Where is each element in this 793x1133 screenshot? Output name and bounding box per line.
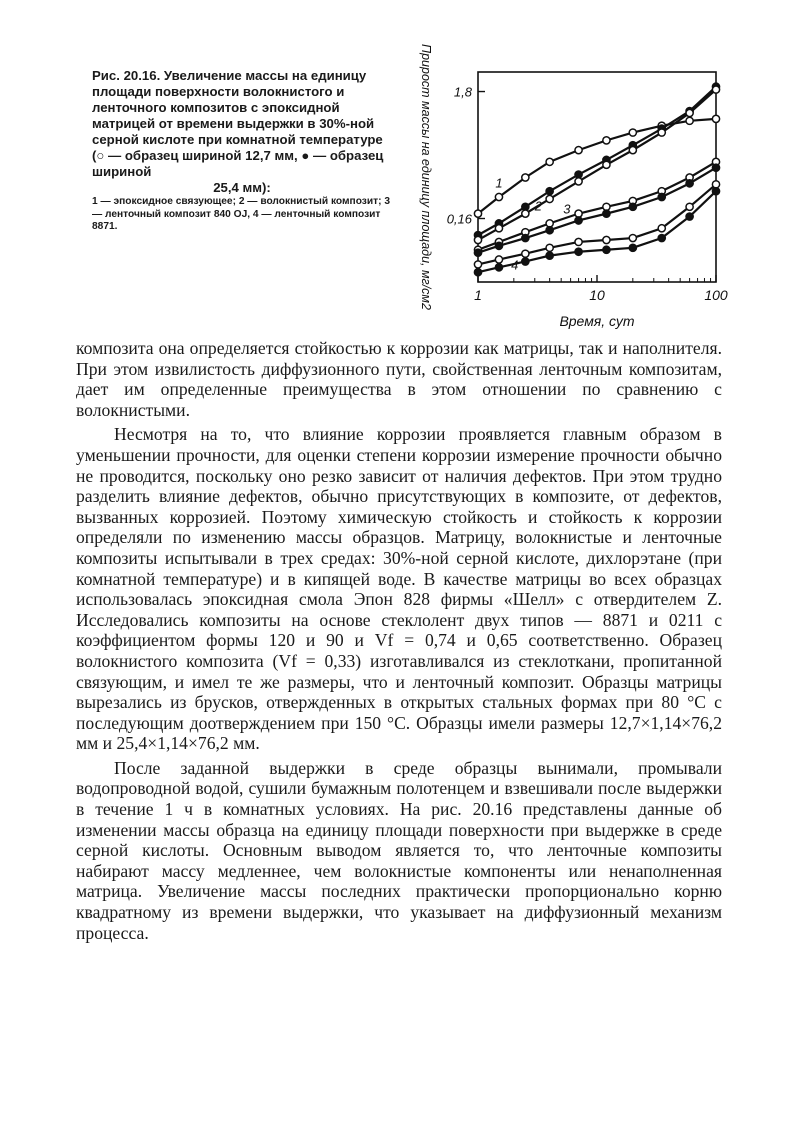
curve-label: 1	[495, 175, 503, 191]
data-point	[629, 234, 636, 241]
data-point	[603, 161, 610, 168]
data-point	[495, 264, 502, 271]
y-tick-label: 0,16	[446, 211, 472, 227]
data-point	[522, 234, 529, 241]
data-point	[686, 203, 693, 210]
data-point	[603, 210, 610, 217]
data-point	[712, 86, 719, 93]
data-point	[686, 180, 693, 187]
data-point	[546, 252, 553, 259]
paragraph-1: композита она определяется стойкостью к коррозии как матрицы, так и наполнителя. При этом извилистость диффузионного пути, свойственная ленточным композитам, дает им определенные преимущества в этом отношении по сравнению с волокнистыми.	[76, 338, 722, 420]
curve-label: 2	[534, 198, 543, 214]
data-point	[712, 115, 719, 122]
x-axis-label: Время, сут	[559, 313, 635, 329]
data-point	[658, 225, 665, 232]
body-text	[76, 338, 722, 943]
data-point	[474, 249, 481, 256]
data-point	[546, 227, 553, 234]
series-line	[478, 119, 716, 214]
data-point	[546, 158, 553, 165]
x-tick-label: 10	[589, 287, 605, 303]
data-point	[686, 109, 693, 116]
curve-label: 3	[563, 201, 571, 217]
data-point	[546, 244, 553, 251]
data-point	[546, 188, 553, 195]
data-point	[658, 234, 665, 241]
caption-title: Рис. 20.16. Увеличение массы на единицу площади поверхности волокнистого и ленточного композитов с эпоксидной матрицей от времени выдержки в 30%-ной серной кислоте при комнатной температуре (○ — образец шириной 12,7 мм, ● — образец шириной	[92, 68, 384, 179]
data-point	[575, 147, 582, 154]
data-point	[495, 242, 502, 249]
caption-legend: 1 — эпоксидное связующее; 2 — волокнистый композит; 3 — ленточный композит 840 OJ, 4 — ленточный композит 8871.	[92, 196, 390, 232]
figure	[392, 44, 732, 334]
data-point	[686, 117, 693, 124]
data-point	[603, 246, 610, 253]
paragraph-2: Несмотря на то, что влияние коррозии проявляется главным образом в уменьшении прочности, для оценки степени коррозии измерение прочности обычно не проводится, поскольку оно резко зависит от наличия дефектов. При этом трудно разделить влияние дефектов, обычно присутствующих в композите, от дефектов, вызванных коррозией. Поэтому химическую стойкость и стойкость к коррозии определяли по изменению массы образцов. Матрицу, волокнистые и ленточные композиты испытывали в трех средах: 30%-ной серной кислоте, дихлорэтане (при комнатной температуре) и в кипящей воде. В качестве матрицы во всех образцах использовалась эпоксидная смола Эпон 828 фирмы «Шелл» с отвердителем Z. Исследовались композиты на основе стеклолент двух типов — 8871 и 0211 с коэффициентом формы 120 и 90 и Vf = 0,74 и 0,65 соответственно. Образец волокнистого композита (Vf = 0,33) изготавливался из стеклоткани, пропитанной связующим, и имел те же размеры, что и ленточный композит. Образцы матрицы вырезались из брусков, отвержденных в открытых стальных формах при 80 °C с последующим доотверждением при 150 °C. Образцы имели размеры 12,7×1,14×76,2 мм и 25,4×1,14×76,2 мм.	[76, 424, 722, 754]
caption-title-end: 25,4 мм):	[213, 180, 271, 195]
data-point	[603, 236, 610, 243]
data-point	[629, 203, 636, 210]
paragraph-3: После заданной выдержки в среде образцы вынимали, промывали водопроводной водой, сушили бумажным полотенцем и взвешивали после выдержки в течение 1 ч в комнатных условиях. На рис. 20.16 представлены данные об изменении массы образца на единицу площади поверхности при выдержке в среде серной кислоты. Основным выводом является то, что ленточные композиты набирают массу медленнее, чем волокнистые компоненты или ненаполненная матрица. Увеличение массы последних практически пропорционально корню квадратному из времени выдержки, что указывает на диффузионный механизм процесса.	[76, 757, 722, 943]
data-point	[522, 174, 529, 181]
data-point	[522, 258, 529, 265]
data-point	[658, 193, 665, 200]
data-point	[575, 217, 582, 224]
data-point	[629, 147, 636, 154]
y-axis-label: Прирост массы на единицу площади, мг/см2	[419, 44, 433, 310]
data-point	[474, 210, 481, 217]
data-point	[474, 269, 481, 276]
data-point	[712, 188, 719, 195]
data-point	[575, 178, 582, 185]
mass-gain-chart	[392, 44, 732, 334]
data-point	[495, 193, 502, 200]
x-tick-label: 1	[474, 287, 482, 303]
figure-caption	[92, 68, 392, 234]
data-point	[546, 195, 553, 202]
series-line	[478, 162, 716, 250]
curve-label: 4	[511, 257, 519, 273]
data-point	[629, 244, 636, 251]
y-tick-label: 1,8	[453, 84, 472, 100]
data-point	[495, 225, 502, 232]
data-point	[522, 210, 529, 217]
data-point	[712, 164, 719, 171]
x-tick-label: 100	[704, 287, 728, 303]
data-point	[575, 248, 582, 255]
data-point	[474, 261, 481, 268]
data-point	[658, 129, 665, 136]
data-point	[495, 256, 502, 263]
data-point	[629, 129, 636, 136]
data-point	[522, 250, 529, 257]
data-point	[603, 137, 610, 144]
data-point	[686, 213, 693, 220]
data-point	[474, 236, 481, 243]
data-point	[575, 238, 582, 245]
